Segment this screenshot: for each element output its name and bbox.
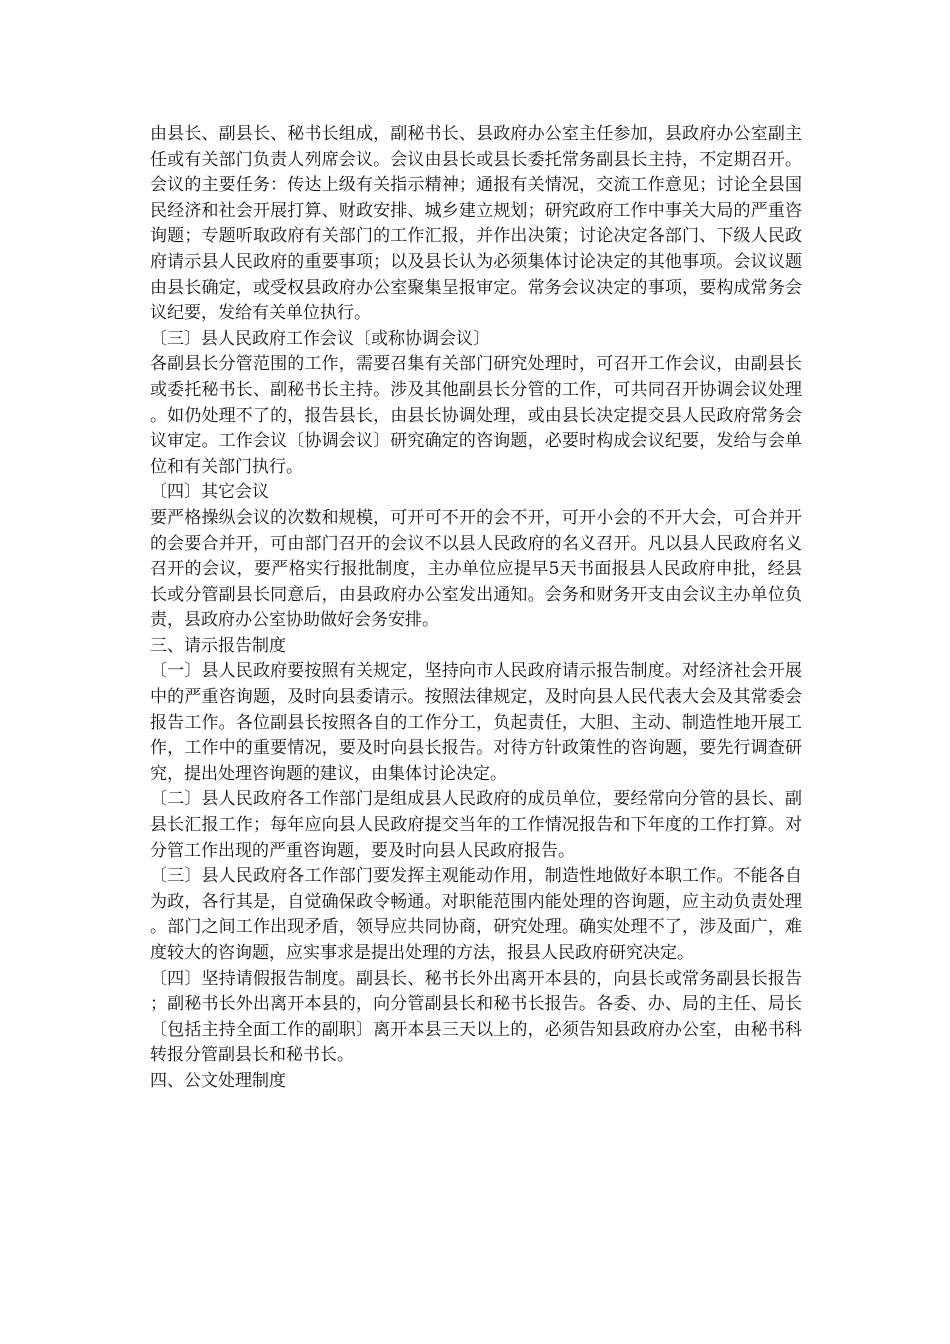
paragraph-report-3: 〔三〕县人民政府各工作部门要发挥主观能动作用，制造性地做好本职工作。不能各自为政，各行其是，自觉确保政令畅通。对职能范围内能处理的咨询题，应主动负责处理。部门之间工作出现矛盾，领导应共同协商，研究处理。确实处理不了，涉及面广，难度较大的咨询题，应实事求是提出处理的方法，报县人民政府研究决定。 [150, 866, 802, 963]
paragraph-other-meetings: 要严格操纵会议的次数和规模，可开可不开的会不开，可开小会的不开大会，可合并开的会要合并开，可由部门召开的会议不以县人民政府的名义召开。凡以县人民政府名义召开的会议，要严格实行报批制度，主办单位应提早5天书面报县人民政府申批，经县长或分管副县长同意后，由县政府办公室发出通知。会务和财务开支由会议主办单位负责，县政府办公室协助做好会务安排。 [150, 507, 802, 631]
paragraph-standing-meeting: 由县长、副县长、秘书长组成，副秘书长、县政府办公室主任参加，县政府办公室副主任或有关部门负责人列席会议。会议由县长或县长委托常务副县长主持，不定期召开。会议的主要任务：传达上级有关指示精神；通报有关情况，交流工作意见；讨论全县国民经济和社会开展打算、财政安排、城乡建立规划；研究政府工作中事关大局的严重咨询题；专题听取政府有关部门的工作汇报，并作出决策；讨论决定各部门、下级人民政府请示县人民政府的重要事项；以及县长认为必须集体讨论决定的其他事项。会议议题由县长确定，或受权县政府办公室聚集呈报审定。常务会议决定的事项，要构成常务会议纪要，发给有关单位执行。 [150, 124, 802, 324]
paragraph-report-4: 〔四〕坚持请假报告制度。副县长、秘书长外出离开本县的，向县长或常务副县长报告；副秘书长外出离开本县的，向分管副县长和秘书长报告。各委、办、局的主任、局长〔包括主持全面工作的副职〕离开本县三天以上的，必须告知县政府办公室，由秘书科转报分管副县长和秘书长。 [150, 968, 802, 1066]
heading-work-meeting: 〔三〕县人民政府工作会议〔或称协调会议〕 [150, 328, 490, 349]
paragraph-report-2: 〔二〕县人民政府各工作部门是组成县人民政府的成员单位，要经常向分管的县长、副县长汇报工作；每年应向县人民政府提交当年的工作情况报告和下年度的工作打算。对分管工作出现的严重咨询题，要及时向县人民政府报告。 [150, 789, 802, 861]
paragraph-report-1: 〔一〕县人民政府要按照有关规定，坚持向市人民政府请示报告制度。对经济社会开展中的严重咨询题，及时向县委请示。按照法律规定，及时向县人民代表大会及其常委会报告工作。各位副县长按照各自的工作分工，负起责任，大胆、主动、制造性地开展工作，工作中的重要情况，要及时向县长报告。对待方针政策性的咨询题，要先行调查研究，提出处理咨询题的建议，由集体讨论决定。 [150, 661, 802, 784]
heading-report-system: 三、请示报告制度 [150, 635, 286, 656]
heading-other-meetings: 〔四〕其它会议 [150, 482, 269, 503]
heading-document-handling: 四、公文处理制度 [150, 1070, 286, 1091]
document-body [150, 122, 802, 1095]
paragraph-work-meeting: 各副县长分管范围的工作，需要召集有关部门研究处理时，可召开工作会议，由副县长或委托秘书长、副秘书长主持。涉及其他副县长分管的工作，可共同召开协调会议处理。如仍处理不了的，报告县长，由县长协调处理，或由县长决定提交县人民政府常务会议审定。工作会议〔协调会议〕研究确定的咨询题，必要时构成会议纪要，发给与会单位和有关部门执行。 [150, 354, 802, 477]
